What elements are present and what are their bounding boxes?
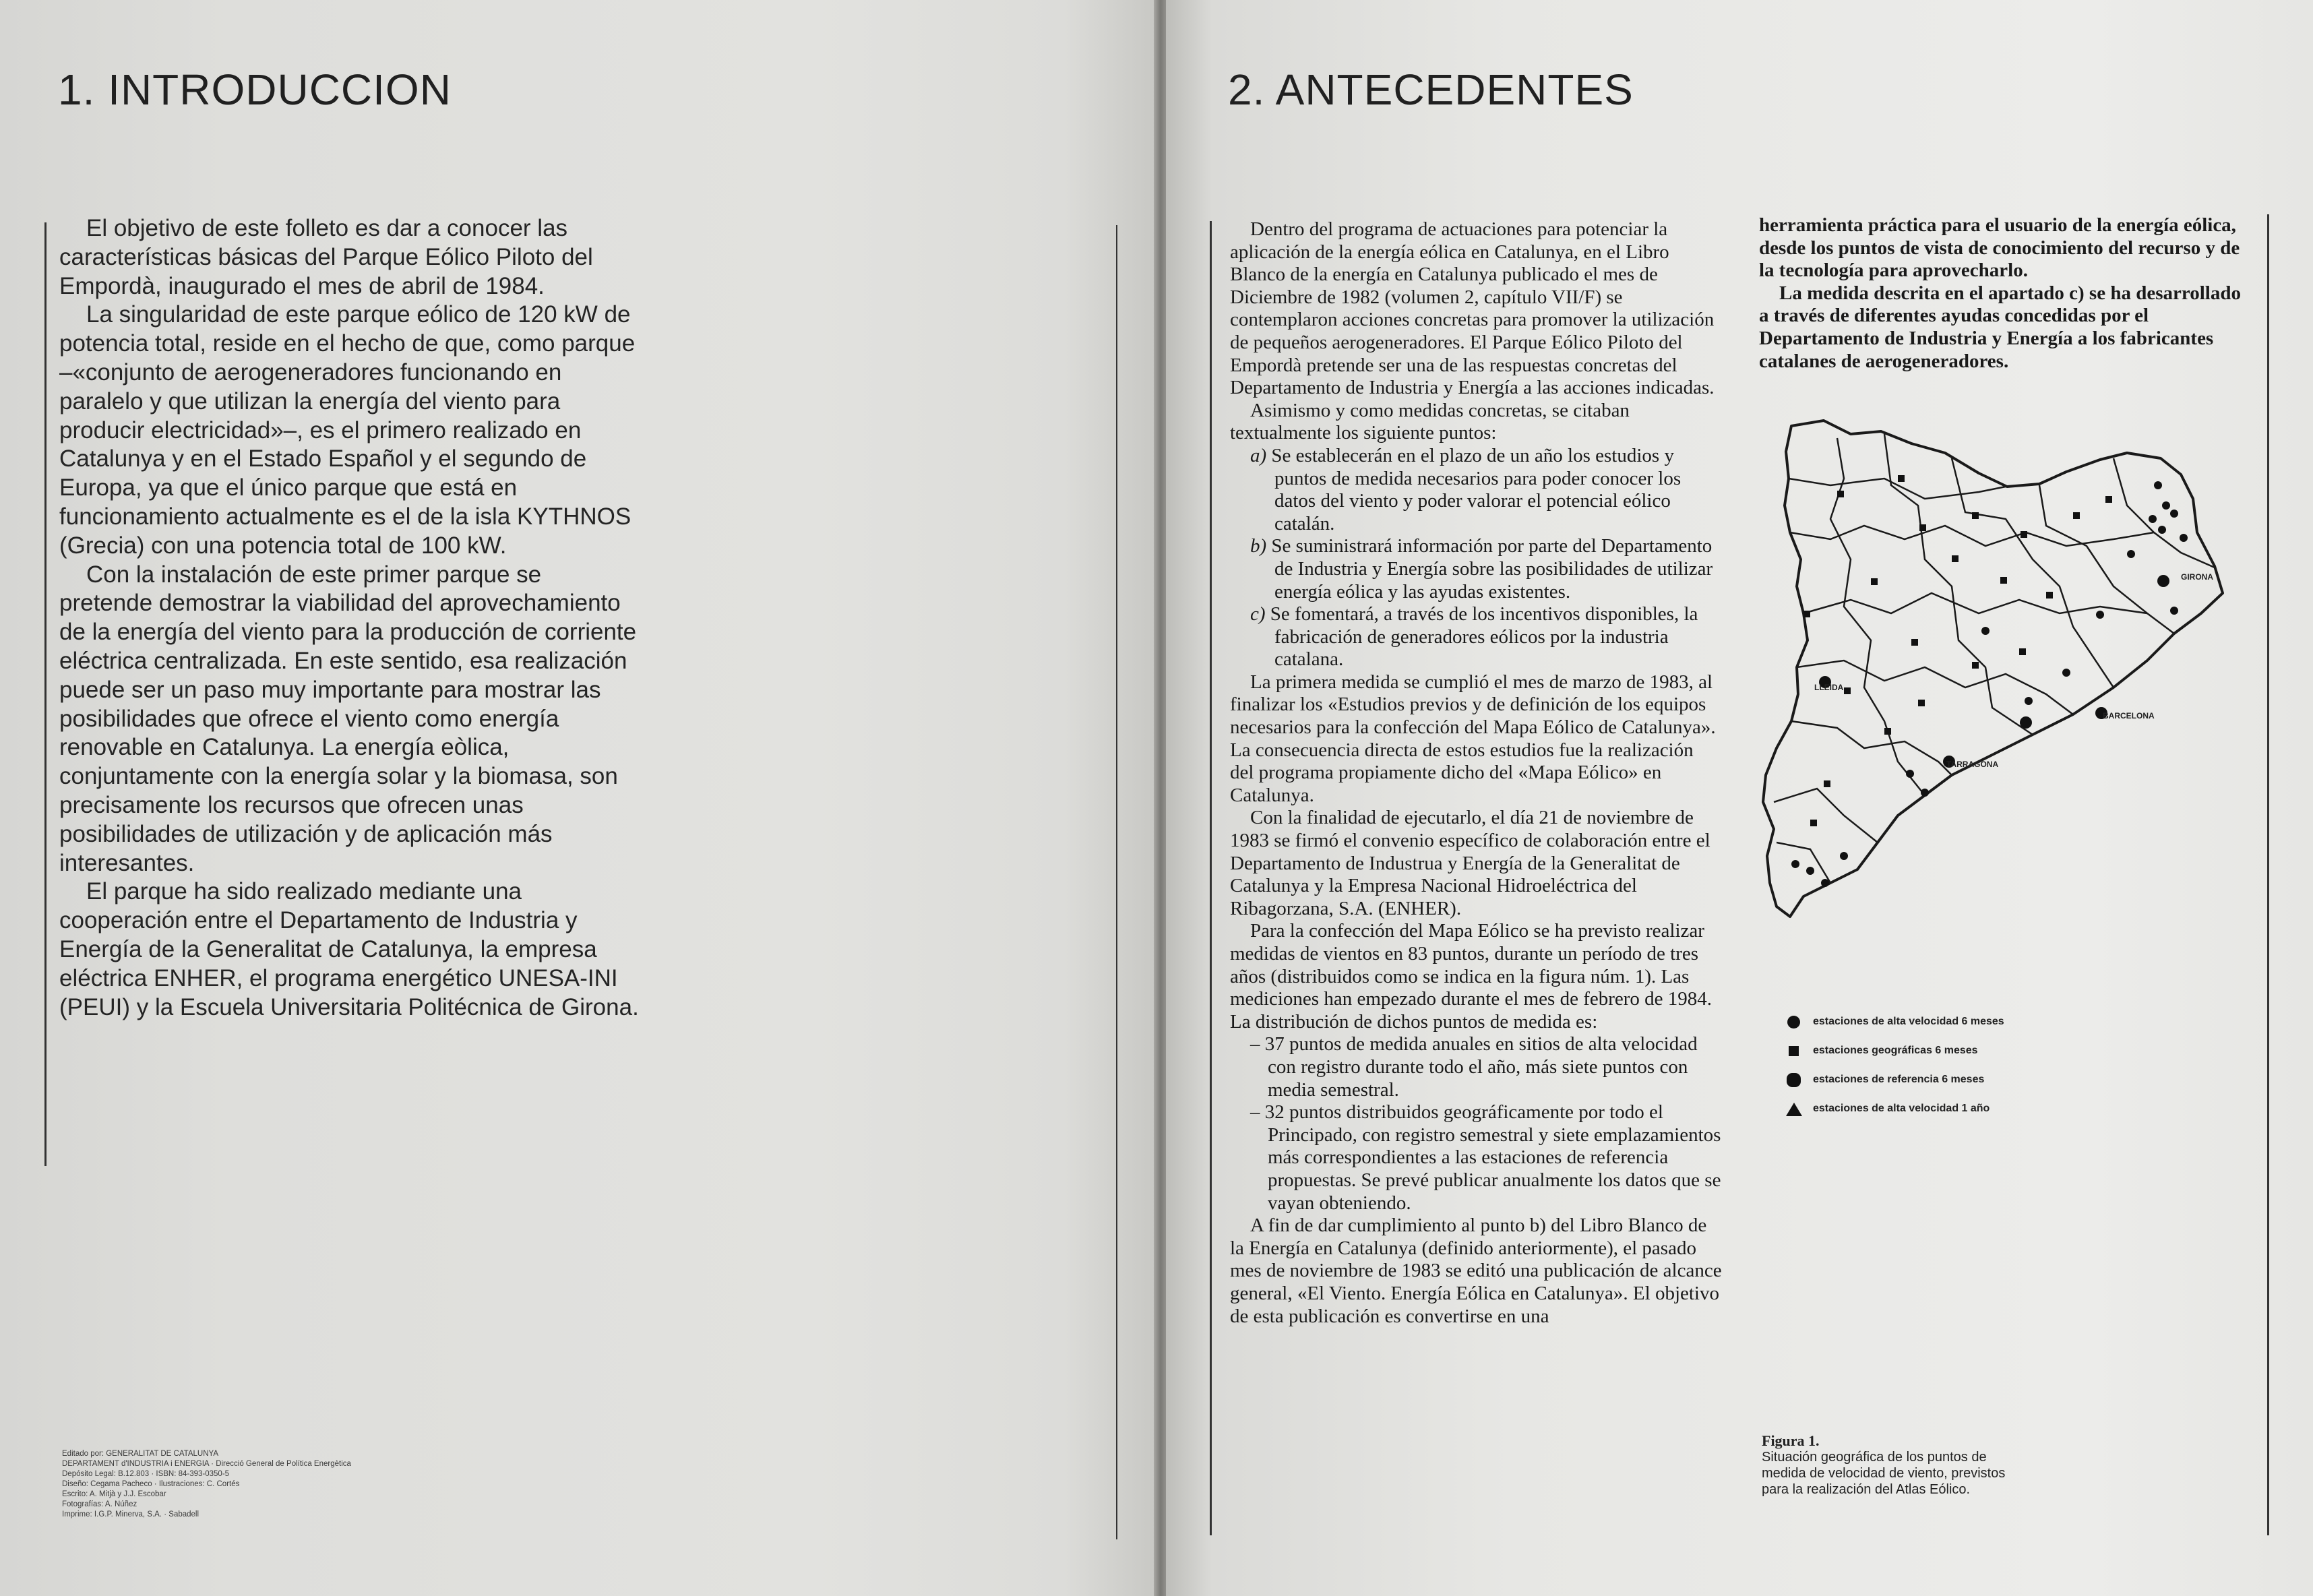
paragraph: Para la confección del Mapa Eólico se ha previsto realizar medidas de vientos en 83 puntos, durante un período de tres años (distribuidos como se indica en la figura núm. 1). Las mediciones han empezado durante el mes de febrero de 1984. La distribución de dichos puntos de medida es: <box>1230 920 1713 1033</box>
credit-line: Depósito Legal: B.12.803 · ISBN: 84-393-0350-5 <box>62 1470 230 1478</box>
legend-item <box>1786 1065 2004 1094</box>
paragraph: Con la finalidad de ejecutarlo, el día 21 de noviembre de 1983 se firmó el convenio específico de colaboración entre el Departamento de Industrua y Energía de la Generalitat de Catalunya y la Empresa Nacional Hidroeléctrica del Ribagorzana, S.A. (ENHER). <box>1230 807 1710 919</box>
paragraph: Asimismo y como medidas concretas, se citaban textualmente los siguiente puntos: <box>1230 399 1630 444</box>
list-item: c) Se fomentará, a través de los incentivos disponibles, la fabricación de generadores eólicos por la industria catalana. <box>1250 603 1698 671</box>
credit-line: DEPARTAMENT d'INDUSTRIA i ENERGIA · Direcció General de Política Energètica <box>62 1460 351 1468</box>
antecedentes-column-2 <box>1759 214 2251 373</box>
antecedentes-column-1 <box>1230 218 1722 1328</box>
figure-title: Figura 1. <box>1762 1432 1820 1449</box>
legend-label: estaciones de alta velocidad 6 meses <box>1813 1015 2004 1027</box>
figure-caption <box>1762 1433 2031 1498</box>
paragraph: Dentro del programa de actuaciones para potenciar la aplicación de la energía eólica en Catalunya, en el Libro Blanco de la energía en Catalunya publicado el mes de Diciembre de 1982 (volumen 2, capítulo VII/F) se contemplaron acciones concretas para promover la utilización de pequeños aerogeneradores. El Parque Eólico Piloto del Empordà pretende ser una de las respuestas concretas del Departamento de Industria y Energía a las acciones indicadas. <box>1230 218 1715 399</box>
list-item: b) Se suministrará información por parte del Departamento de Industria y Energía sobre las posibilidades de utilizar energía eólica y las ayudas existentes. <box>1250 535 1713 603</box>
column-rule <box>2267 214 2269 1535</box>
map-label-tarragona: TARRAGONA <box>1946 760 1999 769</box>
map-label-lleida: LLEIDA <box>1814 683 1844 692</box>
map-label-girona: GIRONA <box>2181 572 2213 582</box>
paragraph: La primera medida se cumplió el mes de marzo de 1983, al finalizar los «Estudios previos y de definición de los equipos necesarios para la confección del Mapa Eólico de Catalunya». La consecuencia directa de estos estudios fue la realización del programa propiamente dicho del «Mapa Eólico» en Catalunya. <box>1230 671 1716 806</box>
heading-introduccion: 1. INTRODUCCION <box>58 65 452 114</box>
column-rule <box>44 222 47 1166</box>
introduction-text <box>59 214 640 1022</box>
credit-line: Editado por: GENERALITAT DE CATALUNYA <box>62 1450 218 1458</box>
circle-icon <box>1786 1014 1801 1029</box>
credit-line: Imprime: I.G.P. Minerva, S.A. · Sabadell <box>62 1510 199 1518</box>
paragraph: El objetivo de este folleto es dar a conocer las características básicas del Parque Eólico Piloto del Empordà, inaugurado el mes de abril de 1984. <box>59 215 593 299</box>
legend-label: estaciones de referencia 6 meses <box>1813 1073 1985 1085</box>
list-item: a) Se establecerán en el plazo de un año los estudios y puntos de medida necesarios para poder conocer los datos del viento y poder valorar el potencial eólico catalán. <box>1250 444 1682 534</box>
figure-text: Situación geográfica de los puntos de medida de velocidad de viento, previstos para la realización del Atlas Eólico. <box>1762 1450 2006 1497</box>
square-icon <box>1786 1043 1801 1058</box>
paragraph: El parque ha sido realizado mediante una cooperación entre el Departamento de Industria y Energía de la Generalitat de Catalunya, la empresa eléctrica ENHER, el programa energético UNESA-INI (PEUI) y la Escuela Universitaria Politécnica de Girona. <box>59 878 639 1020</box>
publication-credits <box>62 1449 534 1520</box>
legend-label: estaciones de alta velocidad 1 año <box>1813 1102 1990 1114</box>
heading-antecedentes: 2. ANTECEDENTES <box>1228 65 1634 114</box>
catalonia-map <box>1750 411 2256 950</box>
paragraph: Con la instalación de este primer parque se pretende demostrar la viabilidad del aprovechamiento de la energía del viento para la producción de corriente eléctrica centralizada. En este sentido, esa realización puede ser un paso muy importante para mostrar las posibilidades que ofrece el viento como energía renovable en Catalunya. La energía eòlica, conjuntamente con la energía solar y la biomasa, son precisamente los recursos que ofrecen unas posibilidades de utilización y de aplicación más interesantes. <box>59 561 637 876</box>
map-figure <box>1750 411 2256 950</box>
page-edge-rule <box>1116 225 1117 1539</box>
credit-line: Diseño: Cegama Pacheco · Ilustraciones: C. Cortés <box>62 1480 240 1488</box>
credit-line: Fotografías: A. Núñez <box>62 1500 137 1508</box>
paragraph: A fin de dar cumplimiento al punto b) del Libro Blanco de la Energía en Catalunya (definido anteriormente), el pasado mes de noviembre de 1983 se editó una publicación de alcance general, «El Viento. Energía Eólica en Catalunya». El objetivo de esta publicación es convertirse en una <box>1230 1215 1722 1327</box>
dash-item: – 37 puntos de medida anuales en sitios de alta velocidad con registro durante todo el año, más siete puntos con media semestral. <box>1250 1033 1698 1101</box>
legend-item <box>1786 1036 2004 1065</box>
legend-item <box>1786 1094 2004 1123</box>
left-page <box>0 0 1156 1596</box>
triangle-icon <box>1786 1101 1801 1116</box>
paragraph: La singularidad de este parque eólico de 120 kW de potencia total, reside en el hecho de que, como parque –«conjunto de aerogeneradores funcionando en paralelo y que utilizan la energía del viento para producir electricidad»–, es el primero realizado en Catalunya y en el Estado Español y el segundo de Europa, ya que el único parque que está en funcionamiento actualmente es el de la isla KYTHNOS (Grecia) con una potencia total de 100 kW. <box>59 301 636 559</box>
map-legend <box>1786 1007 2004 1123</box>
legend-label: estaciones geográficas 6 meses <box>1813 1044 1978 1056</box>
hexagon-icon <box>1786 1072 1801 1087</box>
legend-item <box>1786 1007 2004 1036</box>
paragraph: herramienta práctica para el usuario de la energía eólica, desde los puntos de vista de conocimiento del recurso y de la tecnología para aprovecharlo. <box>1759 214 2240 282</box>
dash-item: – 32 puntos distribuidos geográficamente por todo el Principado, con registro semestral y siete emplazamientos más correspondientes a las estaciones de referencia propuestas. Se prevé publicar anualmente los datos que se vayan obteniendo. <box>1250 1101 1721 1214</box>
credit-line: Escrito: A. Mitjà y J.J. Escobar <box>62 1490 166 1498</box>
column-rule <box>1210 221 1212 1535</box>
paragraph: La medida descrita en el apartado c) se ha desarrollado a través de diferentes ayudas concedidas por el Departamento de Industria y Energía a los fabricantes catalanes de aerogeneradores. <box>1759 282 2241 372</box>
map-label-barcelona: BARCELONA <box>2103 711 2155 720</box>
